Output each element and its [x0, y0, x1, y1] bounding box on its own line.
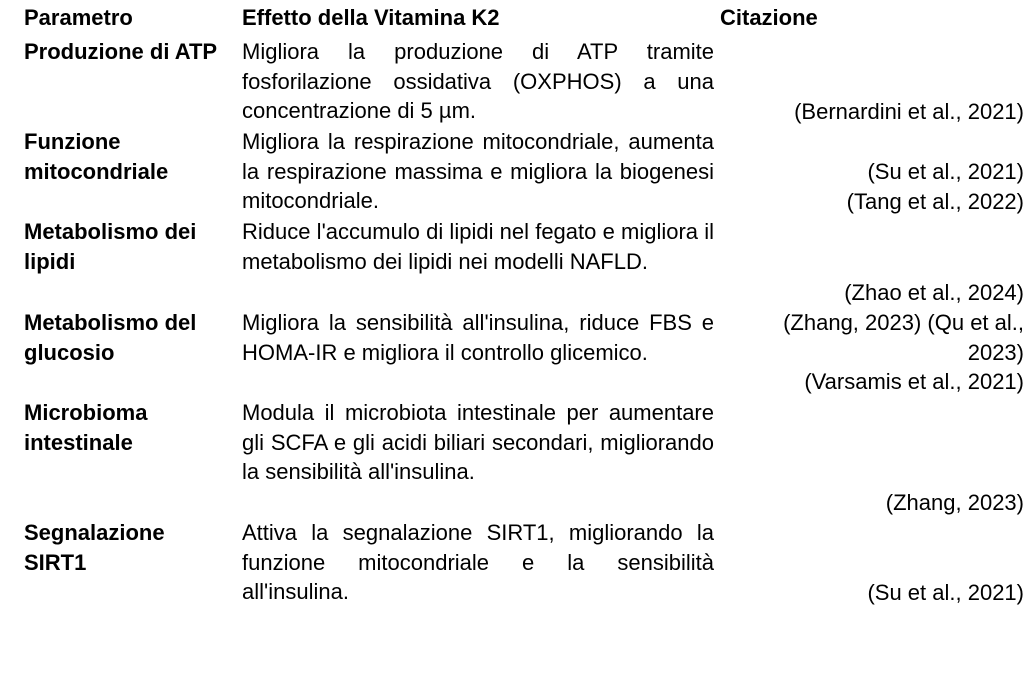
row-citazioni [718, 126, 1024, 216]
row-effetto: Riduce l'accumulo di lipidi nel fegato e migliora il metabolismo dei lipidi nei modelli NAFLD. [242, 219, 714, 274]
row-parametro: Segnalazione SIRT1 [24, 520, 165, 575]
row-citazioni [718, 517, 1024, 607]
header-citazione: Citazione [720, 5, 818, 30]
citation: (Varsamis et al., 2021) [804, 369, 1024, 394]
citation: (Bernardini et al., 2021) [794, 98, 1024, 124]
table-row [24, 126, 1024, 216]
row-parametro: Microbioma intestinale [24, 400, 148, 455]
row-effetto: Modula il microbiota intestinale per aumentare gli SCFA e gli acidi biliari secondari, migliorando la sensibilità all'insulina. [242, 400, 714, 484]
table-row [24, 36, 1024, 126]
header-parametro: Parametro [24, 5, 133, 30]
citation: (Su et al., 2021) [867, 579, 1024, 605]
row-effetto: Migliora la respirazione mitocondriale, aumenta la respirazione massima e migliora la biogenesi mitocondriale. [242, 129, 714, 213]
row-citazioni [718, 36, 1024, 126]
row-parametro: Funzione mitocondriale [24, 129, 169, 184]
table-row [24, 517, 1024, 607]
citation: (Zhang, 2023) (Qu et al., [783, 310, 1024, 335]
table-header-row [24, 0, 1024, 36]
table-row [24, 216, 1024, 307]
row-effetto: Migliora la sensibilità all'insulina, riduce FBS e HOMA-IR e migliora il controllo glicemico. [242, 310, 714, 365]
row-citazioni [718, 216, 1024, 307]
citation: (Tang et al., 2022) [846, 188, 1024, 214]
header-effetto: Effetto della Vitamina K2 [242, 5, 500, 30]
citation: (Su et al., 2021) [867, 159, 1024, 184]
row-effetto: Attiva la segnalazione SIRT1, migliorando la funzione mitocondriale e la sensibilità all'insulina. [242, 520, 714, 604]
citation: (Zhang, 2023) [885, 489, 1024, 515]
row-effetto: Migliora la produzione di ATP tramite fosforilazione ossidativa (OXPHOS) a una concentrazione di 5 µm. [242, 39, 714, 123]
citation: 2023) [967, 339, 1024, 365]
table-row [24, 397, 1024, 517]
row-parametro: Metabolismo dei lipidi [24, 219, 197, 274]
citation: (Zhao et al., 2024) [844, 279, 1024, 305]
row-citazioni [718, 397, 1024, 517]
row-parametro: Produzione di ATP [24, 39, 218, 64]
row-parametro: Metabolismo del glucosio [24, 310, 197, 365]
effects-table [24, 0, 1024, 607]
row-citazioni [718, 307, 1024, 397]
table-row [24, 307, 1024, 397]
